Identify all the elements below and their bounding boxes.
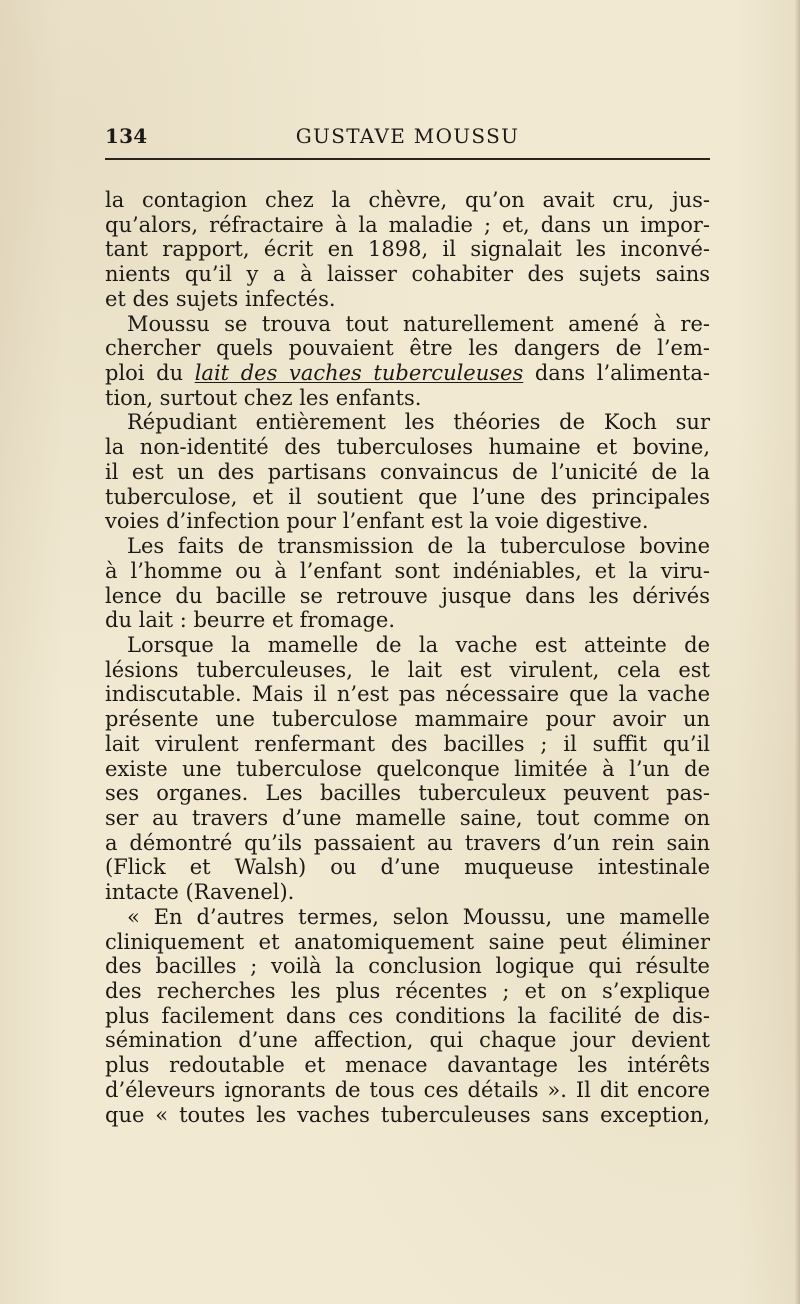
text-line: « En d’autres termes, selon Moussu, une mamelle <box>127 904 710 929</box>
text-line: tant rapport, écrit en 1898, il signalait les inconvé- <box>105 237 710 262</box>
text-segment: ploi du <box>105 361 195 386</box>
body-text <box>105 188 710 1127</box>
text-line: des bacilles ; voilà la conclusion logique qui résulte <box>105 954 710 979</box>
text-line: présente une tuberculose mammaire pour avoir un <box>105 707 710 732</box>
text-line: sémination d’une affection, qui chaque jour devient <box>105 1028 710 1053</box>
text-line: qu’alors, réfractaire à la maladie ; et, dans un impor- <box>105 212 710 237</box>
text-line: tion, surtout chez les enfants. <box>105 385 422 410</box>
text-line: existe une tuberculose quelconque limitée à l’un de <box>105 756 710 781</box>
text-line: lésions tuberculeuses, le lait est virulent, cela est <box>105 657 710 682</box>
text-line: la non-identité des tuberculoses humaine et bovine, <box>105 435 710 460</box>
text-line: lait virulent renfermant des bacilles ; il suffit qu’il <box>105 731 710 756</box>
text-line: cliniquement et anatomiquement saine peut éliminer <box>105 929 710 954</box>
running-head: GUSTAVE MOUSSU <box>295 124 520 148</box>
text-line: voies d’infection pour l’enfant est la voie digestive. <box>105 509 649 534</box>
text-line: lence du bacille se retrouve jusque dans les dérivés <box>105 583 710 608</box>
text-line-with-italic <box>105 361 710 386</box>
text-line: chercher quels pouvaient être les dangers de l’em- <box>105 336 710 361</box>
page-number: 134 <box>105 124 148 148</box>
text-line: plus redoutable et menace davantage les intérêts <box>105 1053 710 1078</box>
text-line: (Flick et Walsh) ou d’une muqueuse intestinale <box>105 855 710 880</box>
text-line: intacte (Ravenel). <box>105 880 295 905</box>
text-line: à l’homme ou à l’enfant sont indéniables, et la viru- <box>105 558 710 583</box>
text-line: plus facilement dans ces conditions la facilité de dis- <box>105 1003 710 1028</box>
header-rule <box>105 158 710 160</box>
text-line: ser au travers d’une mamelle saine, tout comme on <box>105 805 710 830</box>
text-line: il est un des partisans convaincus de l’unicité de la <box>105 459 710 484</box>
page-edge <box>795 0 800 1304</box>
text-line: des recherches les plus récentes ; et on s’explique <box>105 979 710 1003</box>
text-line: Lorsque la mamelle de la vache est atteinte de <box>127 632 710 657</box>
text-line: tuberculose, et il soutient que l’une des principales <box>105 484 710 509</box>
italic-phrase: lait des vaches tuberculeuses <box>194 361 524 386</box>
text-line: que « toutes les vaches tuberculeuses sans exception, <box>105 1102 710 1127</box>
text-line: Moussu se trouva tout naturellement amené à re- <box>127 311 710 336</box>
text-line: et des sujets infectés. <box>105 286 336 311</box>
text-line: du lait : beurre et fromage. <box>105 608 396 633</box>
text-line: ses organes. Les bacilles tuberculeux peuvent pas- <box>105 781 710 806</box>
page-header <box>105 122 710 154</box>
text-segment: dans l’alimenta- <box>523 361 710 386</box>
text-line: nients qu’il y a à laisser cohabiter des sujets sains <box>105 262 710 287</box>
text-line: indiscutable. Mais il n’est pas nécessaire que la vache <box>105 682 710 707</box>
text-line: d’éleveurs ignorants de tous ces détails ». Il dit encore <box>105 1077 710 1102</box>
text-line: Les faits de transmission de la tuberculose bovine <box>127 534 710 559</box>
text-line: la contagion chez la chèvre, qu’on avait cru, jus- <box>105 188 710 212</box>
text-line: Répudiant entièrement les théories de Koch sur <box>127 410 710 435</box>
text-line: a démontré qu’ils passaient au travers d’un rein sain <box>105 830 710 855</box>
